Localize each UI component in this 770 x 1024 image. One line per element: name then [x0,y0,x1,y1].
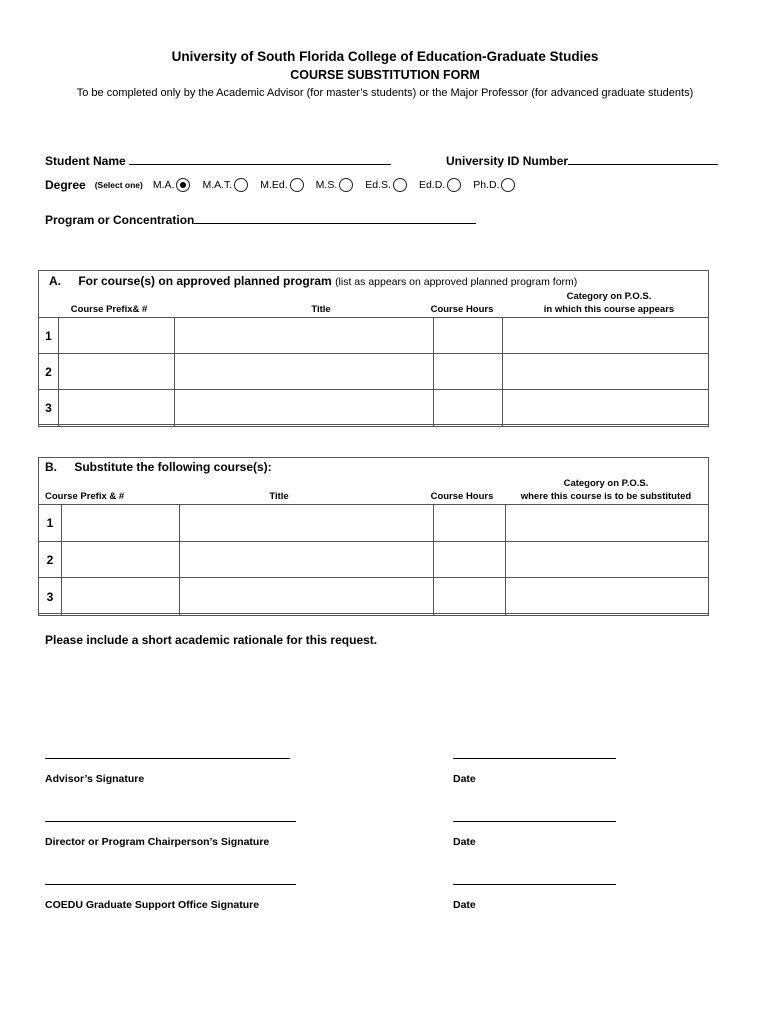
program-label: Program or Concentration [45,213,195,227]
cell-hours[interactable] [434,578,506,616]
program-field[interactable] [194,211,476,224]
col-header-category [511,477,701,503]
cell-category[interactable] [503,390,709,427]
university-id-label: University ID Number [446,154,569,168]
category-input[interactable] [503,331,708,343]
category-input[interactable] [506,555,708,567]
hours-input[interactable] [434,518,505,530]
coedu-date-line[interactable] [453,884,616,885]
col-header-prefix: Course Prefix& # [70,304,148,315]
row-number: 2 [39,354,59,390]
degree-option-label: M.S. [315,179,338,191]
cell-hours[interactable] [434,505,506,542]
title-input[interactable] [180,555,433,567]
prefix-input[interactable] [59,331,174,343]
cell-prefix[interactable] [62,542,180,578]
director-date-label: Date [453,836,476,848]
advisor-signature-label: Advisor’s Signature [45,773,145,785]
cell-title[interactable] [180,578,434,616]
cell-hours[interactable] [434,318,503,354]
section-b-box [38,457,709,614]
row-number: 1 [39,505,62,542]
advisor-signature-line[interactable] [45,758,290,759]
hours-input[interactable] [434,367,502,379]
cell-prefix[interactable] [59,318,175,354]
table-row [39,578,709,616]
director-signature-line[interactable] [45,821,296,822]
section-b-heading [45,460,272,474]
prefix-input[interactable] [59,403,174,415]
col-header-hours: Course Hours [430,304,494,315]
cell-category[interactable] [506,578,709,616]
category-input[interactable] [503,403,708,415]
degree-option-label: Ed.S. [365,179,391,191]
coedu-signature-label: COEDU Graduate Support Office Signature [45,899,260,911]
form-title: University of South Florida College of Education-Graduate Studies [171,49,599,64]
coedu-signature-line[interactable] [45,884,296,885]
row-number: 3 [39,578,62,616]
table-row [39,354,709,390]
degree-label: Degree [45,178,86,192]
degree-option-label: Ph.D. [473,179,500,191]
table-row [39,390,709,427]
rationale-area[interactable] [45,655,705,750]
cell-category[interactable] [503,354,709,390]
prefix-input[interactable] [62,592,179,604]
table-row [39,505,709,542]
cell-category[interactable] [506,542,709,578]
section-a-title: For course(s) on approved planned program [78,274,332,288]
university-id-field[interactable] [568,152,718,165]
director-signature-label: Director or Program Chairperson’s Signature [45,836,270,848]
table-row [39,318,709,354]
col-header-category-line2: where this course is to be substituted [520,491,692,502]
student-name-label: Student Name [45,154,126,168]
col-header-category-line1: Category on P.O.S. [566,291,652,302]
hours-input[interactable] [434,592,505,604]
radio-icon[interactable] [447,178,461,192]
col-header-hours: Course Hours [430,491,494,502]
cell-title[interactable] [175,354,434,390]
radio-icon[interactable] [290,178,304,192]
degree-option-label: M.Ed. [260,179,288,191]
table-row [39,542,709,578]
hours-input[interactable] [434,403,502,415]
hours-input[interactable] [434,555,505,567]
cell-title[interactable] [180,505,434,542]
col-header-prefix: Course Prefix & # [45,491,125,502]
cell-prefix[interactable] [59,390,175,427]
degree-option-ms[interactable] [316,178,354,192]
advisor-date-label: Date [453,773,476,785]
title-input[interactable] [180,592,433,604]
cell-prefix[interactable] [62,505,180,542]
title-input[interactable] [175,331,433,343]
form-name: COURSE SUBSTITUTION FORM [290,68,480,82]
radio-selected-icon[interactable] [176,178,190,192]
cell-title[interactable] [180,542,434,578]
col-header-category [524,290,694,316]
prefix-input[interactable] [62,518,179,530]
col-header-title: Title [311,304,331,315]
degree-option-label: M.A. [152,179,175,191]
cell-hours[interactable] [434,390,503,427]
section-b-table [38,504,709,616]
section-a-table [38,317,709,427]
degree-option-label: Ed.D. [418,179,446,191]
category-input[interactable] [506,518,708,530]
degree-option-label: M.A.T. [202,179,233,191]
cell-hours[interactable] [434,542,506,578]
director-date-line[interactable] [453,821,616,822]
section-a-letter: A. [49,274,61,288]
degree-option-ma[interactable] [153,178,191,192]
degree-option-edd[interactable] [419,178,461,192]
col-header-title: Title [269,491,289,502]
section-b-letter: B. [45,460,57,474]
cell-title[interactable] [175,318,434,354]
degree-option-eds[interactable] [365,178,407,192]
section-a-box [38,270,709,425]
category-input[interactable] [506,592,708,604]
degree-option-med[interactable] [260,178,303,192]
section-a-heading [49,274,577,288]
form-instructions: To be completed only by the Academic Advisor (for master’s students) or the Major Professor (for advanced graduate students) [76,87,694,99]
student-name-field[interactable] [129,152,391,165]
title-input[interactable] [175,367,433,379]
radio-icon[interactable] [234,178,248,192]
section-a-note: (list as appears on approved planned program form) [335,276,578,288]
degree-row [45,178,527,192]
category-input[interactable] [503,367,708,379]
title-input[interactable] [175,403,433,415]
degree-option-phd[interactable] [473,178,515,192]
prefix-input[interactable] [59,367,174,379]
cell-prefix[interactable] [62,578,180,616]
degree-option-mat[interactable] [202,178,248,192]
program-row [45,211,476,227]
prefix-input[interactable] [62,555,179,567]
cell-prefix[interactable] [59,354,175,390]
section-b-title: Substitute the following course(s): [74,460,272,474]
coedu-date-label: Date [453,899,476,911]
col-header-category-line1: Category on P.O.S. [563,478,649,489]
row-number: 3 [39,390,59,427]
select-one-hint: (Select one) [94,180,143,190]
radio-icon[interactable] [501,178,515,192]
row-number: 2 [39,542,62,578]
cell-category[interactable] [503,318,709,354]
row-number: 1 [39,318,59,354]
advisor-date-line[interactable] [453,758,616,759]
university-id-row [446,152,718,168]
radio-icon[interactable] [393,178,407,192]
student-name-row [45,152,391,168]
hours-input[interactable] [434,331,502,343]
title-input[interactable] [180,518,433,530]
cell-hours[interactable] [434,354,503,390]
radio-icon[interactable] [339,178,353,192]
rationale-prompt: Please include a short academic rationale for this request. [45,633,378,647]
col-header-category-line2: in which this course appears [543,304,675,315]
cell-title[interactable] [175,390,434,427]
cell-category[interactable] [506,505,709,542]
